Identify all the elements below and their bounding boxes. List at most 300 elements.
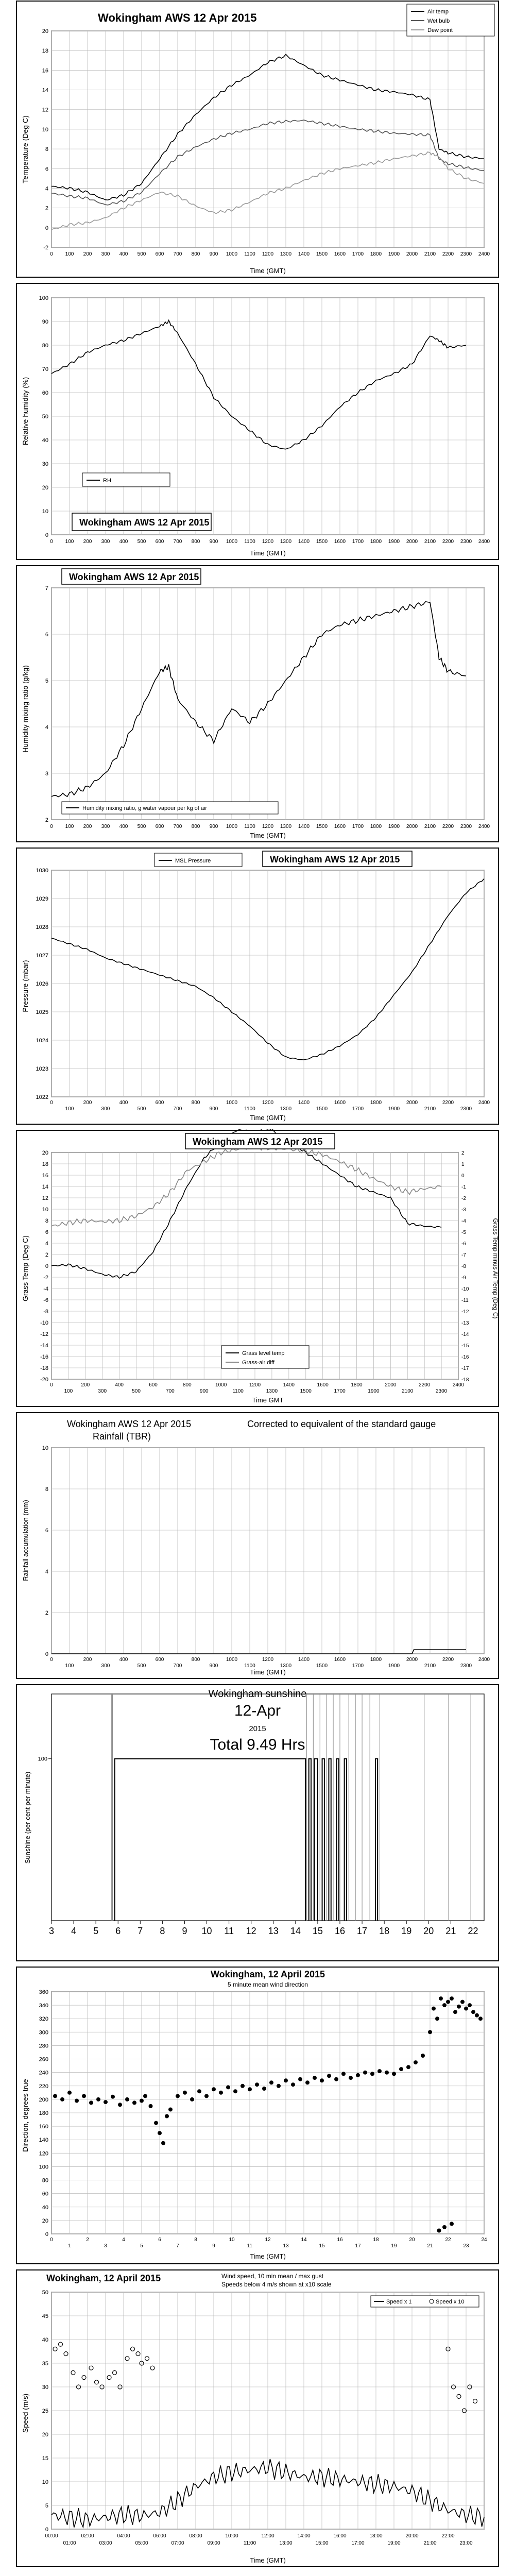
x-tick-label: 1300 [280, 539, 292, 545]
direction-point [190, 2097, 194, 2102]
y2-tick-label: 2 [461, 1150, 465, 1156]
x-tick-label: 1900 [388, 539, 400, 545]
direction-point [392, 2072, 396, 2076]
y-tick-label: 50 [42, 2290, 48, 2296]
y-tick-label: 3 [45, 771, 48, 777]
x-tick-label: 13:00 [279, 2540, 293, 2546]
x-tick-label: 1900 [368, 1388, 380, 1394]
y2-tick-label: -7 [461, 1252, 466, 1258]
x-tick-label: 1100 [244, 1106, 255, 1112]
x-tick-label: 1700 [352, 251, 364, 257]
y-tick-label: 1025 [36, 1009, 48, 1015]
y-tick-label: 340 [39, 2003, 48, 2009]
x-tick-label: 1200 [262, 539, 274, 545]
x-tick-label: 2100 [424, 251, 436, 257]
wind-direction-chart-subtitle: 5 minute mean wind direction [227, 1981, 308, 1988]
y-tick-label: 14 [42, 87, 48, 94]
direction-point [219, 2091, 223, 2095]
direction-point [442, 2003, 447, 2007]
x-tick-label: 700 [166, 1388, 175, 1394]
x-tick-label: 1800 [370, 1100, 382, 1106]
x-tick-label: 300 [101, 1663, 110, 1669]
x-tick-label: 1300 [280, 1106, 292, 1112]
y-tick-label: 35 [42, 2361, 48, 2367]
x-tick-label: 300 [101, 251, 110, 257]
x-tick-label: 17 [357, 1926, 368, 1936]
y-tick-label: 30 [42, 2384, 48, 2391]
x-tick-label: 800 [191, 1100, 200, 1106]
x-tick-label: 1600 [334, 1100, 346, 1106]
y-tick-label: 2 [45, 205, 48, 212]
x-tick-label: 2000 [385, 1382, 397, 1388]
direction-point [428, 2030, 432, 2034]
direction-point [334, 2077, 338, 2081]
x-tick-label: 700 [173, 1663, 182, 1669]
x-tick-label: 2400 [478, 539, 490, 545]
x-tick-label: 800 [191, 539, 200, 545]
y-tick-label: 0 [45, 1651, 48, 1657]
x-tick-label: 900 [209, 1663, 218, 1669]
y2-tick-label: -4 [461, 1218, 466, 1224]
y2-tick-label: -10 [461, 1286, 469, 1292]
plot-area [52, 1694, 484, 1921]
direction-point [305, 2080, 310, 2084]
y-tick-label: -2 [43, 1275, 48, 1281]
y2-tick-label: -11 [461, 1298, 469, 1303]
y2-tick-label: -17 [461, 1366, 469, 1371]
y-tick-label: 30 [42, 461, 48, 467]
x-tick-label: 100 [65, 1106, 74, 1112]
x-tick-label: 21:00 [423, 2540, 437, 2546]
x-tick-label: 400 [119, 824, 128, 829]
direction-point [165, 2114, 169, 2119]
y-tick-label: -8 [43, 1309, 48, 1315]
y-tick-label: 1029 [36, 896, 48, 902]
y-tick-label: 40 [42, 437, 48, 444]
x-tick-label: 02:00 [81, 2533, 94, 2539]
x-tick-label: 2400 [478, 1100, 490, 1106]
direction-point [363, 2071, 367, 2075]
x-tick-label: 8 [160, 1926, 165, 1936]
legend-label: Dew point [427, 27, 453, 33]
x-tick-label: 900 [209, 251, 218, 257]
x-tick-label: 13 [283, 2243, 289, 2249]
x-tick-label: 800 [191, 251, 200, 257]
x-tick-label: 400 [115, 1382, 124, 1388]
x-tick-label: 400 [119, 251, 128, 257]
x-tick-label: 6 [115, 1926, 121, 1936]
x-tick-label: 2400 [478, 824, 490, 829]
direction-point [197, 2089, 201, 2093]
x-tick-label: 0 [50, 824, 53, 829]
y-tick-label: 6 [45, 1528, 48, 1534]
wind-speed-chart-ylabel: Speed (m/s) [21, 2393, 29, 2433]
x-tick-label: 300 [98, 1388, 107, 1394]
legend-label: Wet bulb [427, 18, 450, 24]
x-tick-label: 19:00 [387, 2540, 401, 2546]
x-tick-label: 7 [138, 1926, 143, 1936]
x-tick-label: 600 [155, 1100, 164, 1106]
direction-point [284, 2078, 288, 2082]
x-tick-label: 500 [137, 1663, 146, 1669]
wind-speed-chart-subtitle: Wind speed, 10 min mean / max gust [221, 2273, 324, 2280]
y-tick-label: 12 [42, 1195, 48, 1201]
direction-point [75, 2099, 79, 2103]
direction-point [349, 2076, 353, 2080]
humidity-chart-title: Wokingham AWS 12 Apr 2015 [79, 517, 210, 528]
x-tick-label: 100 [65, 539, 74, 545]
y-tick-label: 5 [45, 678, 48, 684]
direction-point [457, 2005, 461, 2009]
temperature-chart-panel [15, 0, 500, 278]
x-tick-label: 0 [50, 1382, 53, 1388]
x-tick-label: 700 [173, 1106, 182, 1112]
legend-label: RH [103, 478, 111, 484]
direction-point [53, 2094, 57, 2098]
x-tick-label: 18:00 [369, 2533, 383, 2539]
direction-point [176, 2094, 180, 2098]
x-tick-label: 1400 [298, 1657, 310, 1663]
x-tick-label: 23 [463, 2243, 469, 2249]
y-tick-label: 4 [45, 724, 48, 731]
x-tick-label: 17:00 [351, 2540, 365, 2546]
y-tick-label: 6 [45, 166, 48, 173]
y2-tick-label: -16 [461, 1354, 469, 1360]
y2-tick-label: -18 [461, 1377, 469, 1383]
x-tick-label: 1400 [283, 1382, 295, 1388]
grass-temp-chart-title: Wokingham AWS 12 Apr 2015 [193, 1137, 323, 1147]
x-tick-label: 1200 [262, 824, 274, 829]
x-tick-label: 0 [50, 539, 53, 545]
direction-point [471, 2010, 475, 2014]
x-tick-label: 300 [101, 539, 110, 545]
x-tick-label: 2300 [460, 1663, 472, 1669]
y-tick-label: 18 [42, 1161, 48, 1167]
y-tick-label: 1030 [36, 868, 48, 874]
mixing-ratio-chart-ylabel: Humidity mixing ratio (g/kg) [21, 665, 29, 753]
x-tick-label: 600 [155, 1657, 164, 1663]
humidity-chart-panel [15, 282, 500, 561]
y-tick-label: 45 [42, 2313, 48, 2319]
x-tick-label: 13 [268, 1926, 279, 1936]
direction-point [118, 2103, 122, 2107]
x-tick-label: 06:00 [153, 2533, 166, 2539]
x-tick-label: 1100 [244, 824, 255, 829]
x-tick-label: 800 [182, 1382, 192, 1388]
x-tick-label: 1400 [298, 1100, 310, 1106]
x-tick-label: 1800 [370, 1657, 382, 1663]
y-tick-label: 6 [45, 1229, 48, 1235]
y-tick-label: 160 [39, 2124, 48, 2130]
y-tick-label: -10 [40, 1320, 48, 1326]
y-tick-label: 16 [42, 67, 48, 74]
direction-point [60, 2097, 64, 2102]
direction-point [439, 1996, 443, 2001]
x-tick-label: 2100 [424, 539, 436, 545]
x-tick-label: 7 [176, 2243, 179, 2249]
y-tick-label: -18 [40, 1365, 48, 1371]
x-tick-label: 20 [423, 1926, 434, 1936]
x-tick-label: 15:00 [315, 2540, 329, 2546]
y-tick-label: 320 [39, 2016, 48, 2023]
y-tick-label: 8 [45, 1486, 48, 1493]
x-tick-label: 10 [229, 2237, 235, 2243]
y2-tick-label: -12 [461, 1309, 469, 1315]
x-tick-label: 1200 [262, 251, 274, 257]
x-tick-label: 2300 [435, 1388, 448, 1394]
sunshine-chart-year: 2015 [249, 1724, 266, 1733]
direction-point [248, 2087, 252, 2091]
y-tick-label: 20 [42, 1150, 48, 1156]
rainfall-chart-xlabel: Time (GMT) [250, 1668, 286, 1676]
y-tick-label: 360 [39, 1989, 48, 1995]
x-tick-label: 18 [373, 2237, 379, 2243]
x-tick-label: 1500 [316, 539, 328, 545]
x-tick-label: 1800 [370, 539, 382, 545]
x-tick-label: 1600 [317, 1382, 329, 1388]
x-tick-label: 1300 [280, 824, 292, 829]
x-tick-label: 600 [149, 1382, 158, 1388]
x-tick-label: 1400 [298, 824, 310, 829]
direction-point [161, 2141, 165, 2145]
y-tick-label: 5 [45, 2503, 48, 2509]
direction-point [125, 2097, 129, 2102]
y-tick-label: 2 [45, 1252, 48, 1258]
x-tick-label: 16:00 [333, 2533, 347, 2539]
x-tick-label: 03:00 [99, 2540, 112, 2546]
humidity-chart [15, 282, 500, 561]
y2-tick-label: -15 [461, 1343, 469, 1349]
x-tick-label: 2200 [442, 539, 454, 545]
y-tick-label: 7 [45, 585, 48, 591]
x-tick-label: 100 [64, 1388, 73, 1394]
wind-speed-chart-title: Wokingham, 12 April 2015 [46, 2273, 161, 2283]
wind-direction-chart-panel [15, 1966, 500, 2265]
legend-label: Air temp [427, 9, 449, 15]
x-tick-label: 1900 [388, 824, 400, 829]
x-tick-label: 2400 [478, 1657, 490, 1663]
y-tick-label: 200 [39, 2096, 48, 2103]
x-tick-label: 900 [199, 1388, 209, 1394]
x-tick-label: 05:00 [135, 2540, 148, 2546]
y-tick-label: 10 [42, 1207, 48, 1213]
x-tick-label: 1500 [316, 824, 328, 829]
y-tick-label: 16 [42, 1173, 48, 1179]
y-tick-label: 120 [39, 2150, 48, 2157]
humidity-chart-ylabel: Relative humidity (%) [21, 377, 29, 446]
x-tick-label: 11 [247, 2243, 253, 2249]
x-tick-label: 200 [83, 539, 92, 545]
x-tick-label: 400 [119, 1100, 128, 1106]
x-tick-label: 22:00 [441, 2533, 455, 2539]
direction-point [377, 2069, 382, 2073]
x-tick-label: 24 [481, 2237, 487, 2243]
y-tick-label: 60 [42, 2191, 48, 2197]
y2-tick-label: -6 [461, 1241, 466, 1247]
x-tick-label: 500 [137, 539, 146, 545]
y-tick-label: 0 [45, 532, 48, 538]
x-tick-label: 200 [83, 824, 92, 829]
direction-point [291, 2082, 295, 2087]
direction-point [262, 2087, 266, 2091]
x-tick-label: 1700 [352, 1106, 364, 1112]
y-tick-label: 1027 [36, 953, 48, 959]
y-tick-label: -14 [40, 1343, 48, 1349]
y-tick-label: 2 [45, 817, 48, 823]
x-tick-label: 1600 [334, 251, 346, 257]
y-tick-label: 100 [39, 2164, 48, 2171]
x-tick-label: 19 [401, 1926, 412, 1936]
wind-direction-chart-ylabel: Direction, degrees true [21, 2079, 29, 2152]
sunshine-chart [15, 1684, 500, 1962]
x-tick-label: 3 [104, 2243, 107, 2249]
x-tick-label: 1900 [388, 1106, 400, 1112]
x-tick-label: 1200 [249, 1382, 261, 1388]
temperature-chart [15, 0, 500, 278]
x-tick-label: 500 [137, 251, 146, 257]
x-tick-label: 15 [312, 1926, 323, 1936]
grass-temp-chart [15, 1129, 500, 1408]
x-tick-label: 1500 [316, 1106, 328, 1112]
y-tick-label: 20 [42, 2432, 48, 2438]
x-tick-label: 1500 [300, 1388, 312, 1394]
direction-point [111, 2095, 115, 2099]
y2-tick-label: -2 [461, 1196, 466, 1201]
rainfall-chart-ylabel: Rainfall accumulation (mm) [22, 1500, 29, 1581]
wind-direction-chart-xlabel: Time (GMT) [250, 2252, 286, 2260]
x-tick-label: 1700 [352, 1663, 364, 1669]
y-tick-label: 10 [42, 1445, 48, 1451]
x-tick-label: 1100 [244, 1663, 255, 1669]
x-tick-label: 1800 [370, 251, 382, 257]
x-tick-label: 12 [246, 1926, 256, 1936]
x-tick-label: 1000 [226, 1100, 238, 1106]
wind-speed-chart [15, 2269, 500, 2568]
x-tick-label: 1900 [388, 251, 400, 257]
y-tick-label: 1028 [36, 924, 48, 930]
x-tick-label: 5 [93, 1926, 99, 1936]
x-tick-label: 11 [224, 1926, 234, 1936]
x-tick-label: 11:00 [243, 2540, 256, 2546]
direction-point [233, 2089, 237, 2093]
x-tick-label: 100 [65, 1663, 74, 1669]
x-tick-label: 300 [101, 1106, 110, 1112]
y-tick-label: 0 [45, 1263, 48, 1269]
y-tick-label: 80 [42, 2177, 48, 2184]
x-tick-label: 2200 [442, 1100, 454, 1106]
x-tick-label: 500 [137, 1106, 146, 1112]
x-tick-label: 2100 [424, 824, 436, 829]
x-tick-label: 0 [50, 251, 53, 257]
direction-point [464, 2007, 468, 2011]
y-tick-label: 20 [42, 485, 48, 491]
x-tick-label: 200 [83, 1100, 92, 1106]
y-tick-label: 15 [42, 2455, 48, 2462]
x-tick-label: 16 [334, 1926, 346, 1936]
direction-point [421, 2054, 425, 2058]
x-tick-label: 1000 [215, 1382, 227, 1388]
pressure-chart [15, 847, 500, 1125]
direction-point [96, 2097, 100, 2102]
mixing-ratio-chart-xlabel: Time (GMT) [250, 832, 286, 839]
x-tick-label: 22 [445, 2237, 451, 2243]
sunshine-chart-subtitle: 12-Apr [234, 1702, 281, 1719]
direction-point [67, 2091, 72, 2095]
direction-point [475, 2013, 479, 2018]
y-tick-label: -2 [43, 245, 48, 251]
direction-point [298, 2077, 302, 2081]
y-tick-label: 90 [42, 319, 48, 325]
direction-point [356, 2073, 360, 2077]
y-tick-label: 220 [39, 2083, 48, 2090]
x-tick-label: 400 [119, 1657, 128, 1663]
direction-point [327, 2074, 331, 2078]
x-tick-label: 21 [427, 2243, 433, 2249]
x-tick-label: 500 [137, 824, 146, 829]
y-tick-label: 18 [42, 48, 48, 55]
x-tick-label: 500 [132, 1388, 141, 1394]
direction-point [183, 2091, 187, 2095]
x-tick-label: 600 [155, 539, 164, 545]
x-tick-label: 04:00 [117, 2533, 130, 2539]
y2-tick-label: -5 [461, 1230, 466, 1235]
x-tick-label: 15 [319, 2243, 325, 2249]
y-tick-label: 6 [45, 632, 48, 638]
x-tick-label: 19 [391, 2243, 397, 2249]
y-tick-label: -16 [40, 1354, 48, 1360]
y-tick-label: 100 [39, 295, 48, 301]
y-tick-label: 40 [42, 2204, 48, 2211]
direction-point [82, 2094, 86, 2098]
x-tick-label: 1500 [316, 251, 328, 257]
x-tick-label: 1300 [280, 1663, 292, 1669]
x-tick-label: 2100 [402, 1388, 414, 1394]
grass-temp-chart-ylabel: Grass Temp (Deg C) [21, 1235, 29, 1302]
temperature-chart-xlabel: Time (GMT) [250, 267, 286, 275]
wind-speed-chart-xlabel: Time (GMT) [250, 2556, 286, 2564]
direction-point [313, 2076, 317, 2080]
y2-tick-label: -8 [461, 1264, 466, 1269]
x-tick-label: 2300 [460, 1106, 472, 1112]
direction-point [320, 2078, 324, 2082]
x-tick-label: 2100 [424, 1663, 436, 1669]
direction-point [432, 2007, 436, 2011]
x-tick-label: 800 [191, 1657, 200, 1663]
x-tick-label: 1 [68, 2243, 71, 2249]
x-tick-label: 600 [155, 824, 164, 829]
direction-point [140, 2099, 144, 2103]
y-tick-label: 4 [45, 185, 48, 192]
direction-point [241, 2084, 245, 2088]
x-tick-label: 1100 [232, 1388, 244, 1394]
rainfall-chart-note: Corrected to equivalent of the standard gauge [247, 1419, 436, 1429]
grass-temp-chart-y2label: Grass Temp minus Air Temp (Deg C) [492, 1218, 499, 1319]
x-tick-label: 1300 [266, 1388, 278, 1394]
x-tick-label: 1700 [352, 539, 364, 545]
y-tick-label: 12 [42, 107, 48, 113]
x-tick-label: 200 [81, 1382, 90, 1388]
x-tick-label: 22 [468, 1926, 478, 1936]
x-tick-label: 200 [83, 251, 92, 257]
x-tick-label: 18 [379, 1926, 390, 1936]
legend-label: Grass level temp [242, 1350, 285, 1357]
x-tick-label: 700 [173, 251, 182, 257]
y-tick-label: 1023 [36, 1066, 48, 1072]
y2-tick-label: -13 [461, 1320, 469, 1326]
y-tick-label: 10 [42, 509, 48, 515]
pressure-chart-xlabel: Time (GMT) [250, 1114, 286, 1122]
y-tick-label: 0 [45, 2231, 48, 2238]
